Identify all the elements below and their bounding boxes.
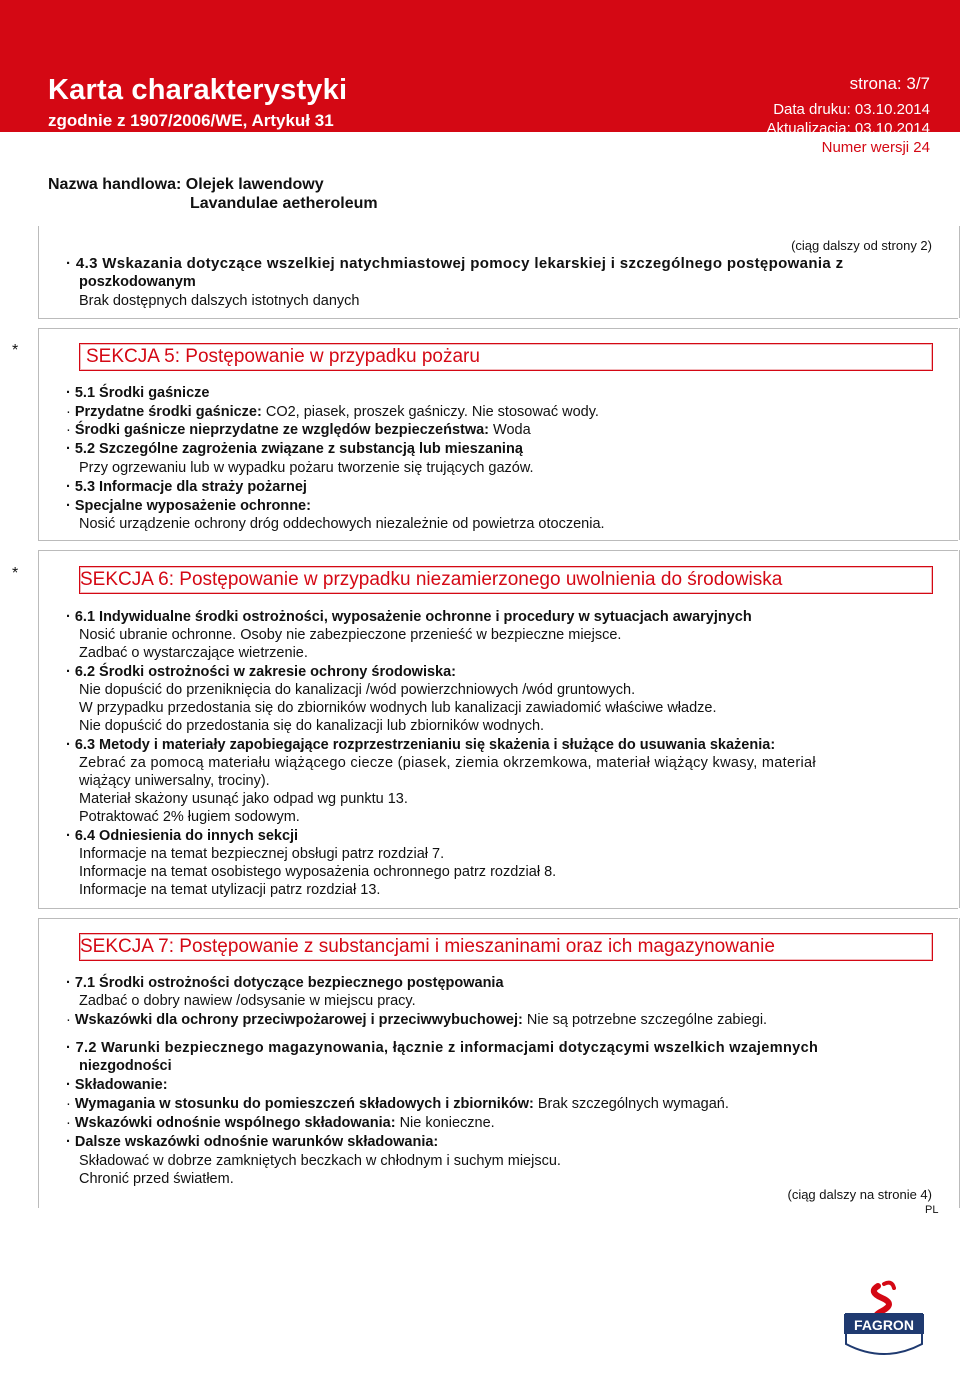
document-subtitle: zgodnie z 1907/2006/WE, Artykuł 31 (48, 111, 334, 130)
s6-t2a: Nie dopuścić do przeniknięcia do kanalizacji /wód powierzchniowych /wód gruntowych. (79, 682, 636, 698)
s6-t4c: Informacje na temat utylizacji patrz rozdział 13. (79, 882, 381, 898)
s5-equip: · Specjalne wyposażenie ochronne: (66, 498, 311, 514)
s7-t1: Zadbać o dobry nawiew /odsysanie w miejscu pracy. (79, 993, 416, 1009)
page-number: strona: 3/7 (849, 74, 930, 93)
fagron-logo-icon (838, 1278, 930, 1366)
s6-t2c: Nie dopuścić do przedostania się do kanalizacji lub zbiorników wodnych. (79, 718, 545, 734)
s7-t3b: Chronić przed światłem. (79, 1171, 234, 1187)
s6-t3a: Zebrać za pomocą materiału wiążącego ciecze (piasek, ziemia okrzemkowa, materiał wiążący kwasy, materiał (79, 755, 816, 771)
s7-storage: · Składowanie: (66, 1077, 168, 1093)
s5-h1: · 5.1 Środki gaśnicze (66, 385, 210, 401)
s6-h4: · 6.4 Odniesienia do innych sekcji (66, 828, 299, 844)
s7-h2-cont: niezgodności (79, 1058, 172, 1074)
s6-t4b: Informacje na temat osobistego wyposażenia ochronnego patrz rozdział 8. (79, 864, 557, 880)
s5-suitable: · Przydatne środki gaśnicze: CO2, piasek, proszek gaśniczy. Nie stosować wody. (66, 404, 599, 420)
section-6-title: SEKCJA 6: Postępowanie w przypadku niezamierzonego uwolnienia do środowiska (80, 569, 783, 590)
section-6-bottom-rule (38, 908, 958, 909)
s6-t3d: Potraktować 2% ługiem sodowym. (79, 809, 300, 825)
s6-h1: · 6.1 Indywidualne środki ostrożności, wyposażenie ochronne i procedury w sytuacjach awaryjnych (66, 609, 752, 625)
trade-name-latin: Lavandulae aetheroleum (190, 195, 378, 212)
s7-more: · Dalsze wskazówki odnośnie warunków składowania: (66, 1134, 439, 1150)
s5-t3: Nosić urządzenie ochrony dróg oddechowych niezależnie od powietrza otoczenia. (79, 516, 605, 532)
section-5-top-rule (38, 328, 958, 329)
s7-joint-storage: · Wskazówki odnośnie wspólnego składowania: Nie konieczne. (66, 1115, 495, 1131)
s6-t3b: wiążący uniwersalny, trociny). (79, 773, 270, 789)
s6-t3c: Materiał skażony usunąć jako odpad wg punktu 13. (79, 791, 408, 807)
logo-text: FAGRON (854, 1317, 914, 1333)
version-number: Numer wersji 24 (821, 139, 930, 156)
s5-unsuitable: · Środki gaśnicze nieprzydatne ze względów bezpieczeństwa: Woda (66, 422, 531, 438)
section-5-bottom-rule (38, 540, 958, 541)
revision-star: * (12, 565, 19, 582)
update-date: Aktualizacja: 03.10.2014 (766, 120, 930, 137)
continued-to: (ciąg dalszy na stronie 4) (787, 1187, 932, 1202)
trade-name: Nazwa handlowa: Olejek lawendowy (48, 176, 324, 193)
section-5-title: SEKCJA 5: Postępowanie w przypadku pożaru (86, 346, 480, 367)
s5-h3: · 5.3 Informacje dla straży pożarnej (66, 479, 307, 495)
s7-requirements: · Wymagania w stosunku do pomieszczeń składowych i zbiorników: Brak szczególnych wymagań. (66, 1096, 729, 1112)
s7-fire: · Wskazówki dla ochrony przeciwpożarowej i przeciwwybuchowej: Nie są potrzebne szczególne zabiegi. (66, 1012, 768, 1028)
section-6-top-rule (38, 550, 958, 551)
s4-heading-cont: poszkodowanym (79, 274, 196, 290)
s6-t2b: W przypadku przedostania się do zbiorników wodnych lub kanalizacji zawiadomić właściwe władze. (79, 700, 717, 716)
s6-h2: · 6.2 Środki ostrożności w zakresie ochrony środowiska: (66, 664, 457, 680)
section-7-title: SEKCJA 7: Postępowanie z substancjami i mieszaninami oraz ich magazynowanie (80, 936, 775, 957)
s7-h2: · 7.2 Warunki bezpiecznego magazynowania, łącznie z informacjami dotyczącymi wszelkich wzajemnych (66, 1040, 819, 1056)
s6-t1a: Nosić ubranie ochronne. Osoby nie zabezpieczone przenieść w bezpieczne miejsce. (79, 627, 622, 643)
fagron-logo (838, 1278, 930, 1366)
s6-t4a: Informacje na temat bezpiecznej obsługi patrz rozdział 7. (79, 846, 445, 862)
language-code: PL (925, 1204, 939, 1216)
s7-h1: · 7.1 Środki ostrożności dotyczące bezpiecznego postępowania (66, 975, 504, 991)
section-7-top-rule (38, 918, 958, 919)
s6-h3: · 6.3 Metody i materiały zapobiegające rozprzestrzenianiu się skażenia i służące do usuwania skażenia: (66, 737, 776, 753)
s4-text: Brak dostępnych dalszych istotnych danych (79, 293, 360, 309)
section-4-bottom-rule (38, 318, 958, 319)
revision-star: * (12, 342, 19, 359)
s4-heading: · 4.3 Wskazania dotyczące wszelkiej natychmiastowej pomocy lekarskiej i szczególnego postępowania z (66, 255, 844, 272)
document-title: Karta charakterystyki (48, 74, 348, 106)
s5-t2: Przy ogrzewaniu lub w wypadku pożaru tworzenie się trujących gazów. (79, 460, 534, 476)
s7-t3a: Składować w dobrze zamkniętych beczkach w chłodnym i suchym miejscu. (79, 1153, 561, 1169)
continued-from: (ciąg dalszy od strony 2) (791, 238, 932, 253)
s6-t1b: Zadbać o wystarczające wietrzenie. (79, 645, 308, 661)
s5-h2: · 5.2 Szczególne zagrożenia związane z substancją lub mieszaniną (66, 441, 523, 457)
print-date: Data druku: 03.10.2014 (773, 101, 930, 118)
